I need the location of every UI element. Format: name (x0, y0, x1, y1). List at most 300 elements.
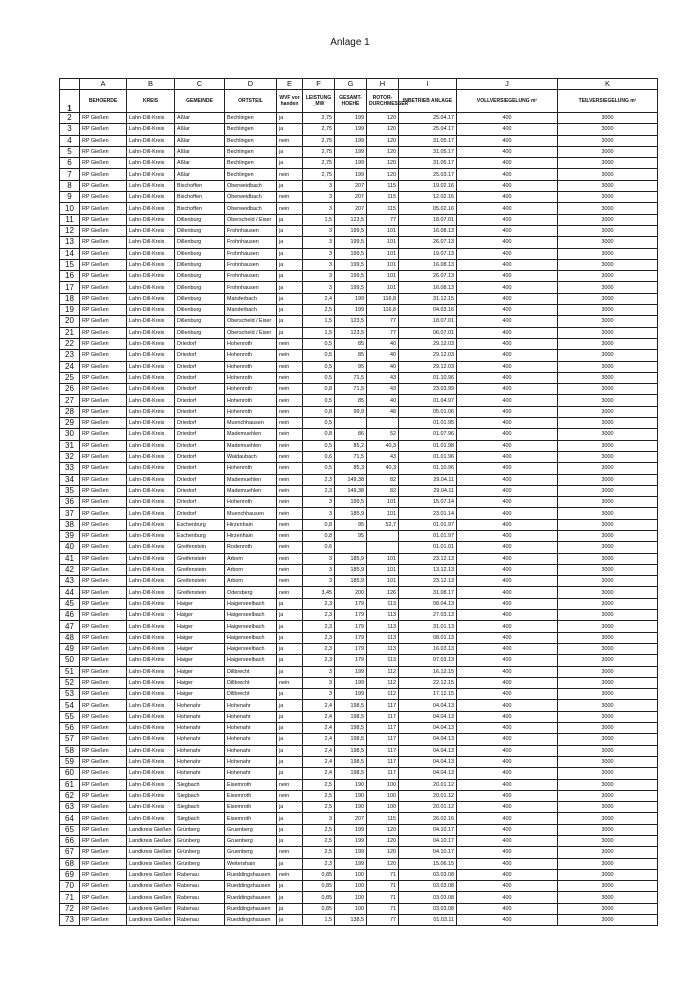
row-number: 73 (60, 915, 80, 926)
column-letter: E (277, 79, 303, 90)
table-cell: 101 (367, 564, 399, 575)
table-cell: 2,4 (303, 293, 335, 304)
table-cell: ja (277, 824, 303, 835)
table-cell: 185,9 (335, 508, 367, 519)
table-cell: 01.04.97 (399, 395, 457, 406)
table-cell: 400 (457, 723, 558, 734)
table-cell: Lahn-Dill-Kreis (127, 779, 175, 790)
table-cell: nein (277, 576, 303, 587)
table-cell: nein (277, 485, 303, 496)
table-cell: Lahn-Dill-Kreis (127, 451, 175, 462)
row-number: 23 (60, 350, 80, 361)
table-cell: 3000 (558, 610, 658, 621)
table-cell: Driedorf (175, 395, 225, 406)
table-cell: 0,5 (303, 372, 335, 383)
table-cell: Lahn-Dill-Kreis (127, 158, 175, 169)
table-cell: RP Gießen (80, 361, 127, 372)
row-number: 21 (60, 327, 80, 338)
table-cell: 100 (367, 779, 399, 790)
table-cell: Dillenburg (175, 225, 225, 236)
table-cell: Greifenstein (175, 587, 225, 598)
table-cell: 3 (303, 576, 335, 587)
table-cell: 113 (367, 598, 399, 609)
table-cell: Lahn-Dill-Kreis (127, 802, 175, 813)
table-cell: RP Gießen (80, 451, 127, 462)
table-cell: 400 (457, 576, 558, 587)
table-row (60, 418, 658, 429)
table-cell: 29.12.03 (399, 338, 457, 349)
table-cell: 3 (303, 248, 335, 259)
table-cell: 71,5 (335, 372, 367, 383)
table-cell: 3000 (558, 180, 658, 191)
table-cell: RP Gießen (80, 734, 127, 745)
table-cell: 3000 (558, 756, 658, 767)
table-cell (335, 418, 367, 429)
table-cell: 3000 (558, 497, 658, 508)
row-number: 65 (60, 824, 80, 835)
table-cell: RP Gießen (80, 372, 127, 383)
table-cell: 3000 (558, 271, 658, 282)
table-cell: RP Gießen (80, 756, 127, 767)
table-cell: ja (277, 903, 303, 914)
table-row (60, 621, 658, 632)
table-row (60, 316, 658, 327)
table-cell: ja (277, 327, 303, 338)
table-row (60, 225, 658, 236)
row-number: 13 (60, 237, 80, 248)
table-row (60, 824, 658, 835)
table-cell: 3000 (558, 903, 658, 914)
table-cell: 85,2 (335, 440, 367, 451)
table-cell: 117 (367, 745, 399, 756)
table-row (60, 587, 658, 598)
table-cell: 185,9 (335, 553, 367, 564)
table-cell: 199 (335, 158, 367, 169)
table-cell: Haigerseelbach (225, 655, 277, 666)
table-cell: Arborn (225, 576, 277, 587)
table-cell: Eschenburg (175, 519, 225, 530)
table-cell: 199 (335, 824, 367, 835)
table-cell: Grünberg (175, 858, 225, 869)
table-cell: RP Gießen (80, 485, 127, 496)
table-cell: 01.03.11 (399, 915, 457, 926)
table-cell: 100 (367, 802, 399, 813)
table-cell: Landkreis Gießen (127, 881, 175, 892)
table-cell: Eisemroth (225, 813, 277, 824)
table-cell: 85 (335, 350, 367, 361)
row-number: 63 (60, 802, 80, 813)
table-cell: 3000 (558, 158, 658, 169)
table-cell: Haiger (175, 598, 225, 609)
table-cell: RP Gießen (80, 779, 127, 790)
row-number: 20 (60, 316, 80, 327)
table-cell: 3 (303, 553, 335, 564)
column-letter-row (60, 79, 658, 90)
row-number: 44 (60, 587, 80, 598)
row-number: 60 (60, 768, 80, 779)
table-cell: 120 (367, 124, 399, 135)
table-cell: ja (277, 813, 303, 824)
table-cell: Grünberg (175, 847, 225, 858)
table-cell: 3000 (558, 869, 658, 880)
table-cell: 16.08.13 (399, 225, 457, 236)
table-cell: 19.07.13 (399, 248, 457, 259)
table-cell: 2,5 (303, 790, 335, 801)
table-cell: Rabenau (175, 915, 225, 926)
table-cell: 198,5 (335, 734, 367, 745)
table-row (60, 869, 658, 880)
column-letter: B (127, 79, 175, 90)
table-cell: 3000 (558, 508, 658, 519)
row-number: 57 (60, 734, 80, 745)
table-cell: Hohenroth (225, 497, 277, 508)
table-cell: 04.04.13 (399, 734, 457, 745)
table-cell: nein (277, 677, 303, 688)
row-number: 52 (60, 677, 80, 688)
table-cell: 3000 (558, 564, 658, 575)
table-cell: Hohenroth (225, 395, 277, 406)
table-cell: 120 (367, 824, 399, 835)
table-cell: Haiger (175, 621, 225, 632)
table-cell: 3000 (558, 802, 658, 813)
row-number: 22 (60, 338, 80, 349)
table-cell: 120 (367, 113, 399, 124)
row-number: 58 (60, 745, 80, 756)
table-row (60, 293, 658, 304)
table-cell: Haiger (175, 632, 225, 643)
table-cell: Driedorf (175, 350, 225, 361)
table-cell: 207 (335, 813, 367, 824)
table-cell: RP Gießen (80, 824, 127, 835)
table-cell: 16.08.13 (399, 259, 457, 270)
table-cell: Arborn (225, 553, 277, 564)
table-cell: 199 (335, 836, 367, 847)
table-cell: 116,8 (367, 305, 399, 316)
table-cell: 2,3 (303, 621, 335, 632)
table-cell: 198,5 (335, 700, 367, 711)
table-cell: Landkreis Gießen (127, 847, 175, 858)
table-cell: 3000 (558, 576, 658, 587)
table-cell: Driedorf (175, 429, 225, 440)
table-cell: Lahn-Dill-Kreis (127, 429, 175, 440)
table-cell: 199 (335, 689, 367, 700)
table-cell: Hohenahr (175, 768, 225, 779)
table-cell: Weitershain (225, 858, 277, 869)
table-row (60, 135, 658, 146)
table-cell: 199 (335, 677, 367, 688)
table-cell: 179 (335, 610, 367, 621)
table-cell: Hohenroth (225, 350, 277, 361)
table-cell: 23.12.13 (399, 576, 457, 587)
row-number: 26 (60, 384, 80, 395)
table-cell: Bischoffen (175, 203, 225, 214)
table-cell: Driedorf (175, 406, 225, 417)
table-cell: Bechlingen (225, 135, 277, 146)
table-cell: 0,8 (303, 429, 335, 440)
table-cell: 400 (457, 508, 558, 519)
table-cell: 199,5 (335, 248, 367, 259)
table-cell: Mademuehlen (225, 440, 277, 451)
table-cell: 3 (303, 225, 335, 236)
table-cell: RP Gießen (80, 836, 127, 847)
table-cell: Lahn-Dill-Kreis (127, 621, 175, 632)
table-cell: Lahn-Dill-Kreis (127, 225, 175, 236)
table-cell: 400 (457, 203, 558, 214)
table-cell: 400 (457, 621, 558, 632)
table-cell: 20.01.12 (399, 802, 457, 813)
table-cell: 25.03.17 (399, 169, 457, 180)
table-cell: Lahn-Dill-Kreis (127, 666, 175, 677)
table-cell: 43 (367, 372, 399, 383)
table-cell: 0,8 (303, 519, 335, 530)
table-cell: Mademuehlen (225, 429, 277, 440)
table-row (60, 282, 658, 293)
table-cell: 185,9 (335, 564, 367, 575)
table-cell: 01.01.95 (399, 418, 457, 429)
table-cell: ja (277, 158, 303, 169)
table-cell: Lahn-Dill-Kreis (127, 248, 175, 259)
table-cell: Lahn-Dill-Kreis (127, 406, 175, 417)
table-cell: 15.07.14 (399, 497, 457, 508)
column-letter: J (457, 79, 558, 90)
table-cell: 0,85 (303, 881, 335, 892)
table-cell: 179 (335, 643, 367, 654)
table-cell: nein (277, 338, 303, 349)
row-number: 40 (60, 542, 80, 553)
table-cell: 117 (367, 768, 399, 779)
table-cell: RP Gießen (80, 474, 127, 485)
table-cell: 43 (367, 384, 399, 395)
table-cell: 43 (367, 451, 399, 462)
row-number: 35 (60, 485, 80, 496)
table-cell: 400 (457, 869, 558, 880)
table-cell: Rueddingshausen (225, 903, 277, 914)
table-cell: Lahn-Dill-Kreis (127, 734, 175, 745)
table-cell: 400 (457, 892, 558, 903)
table-cell: Lahn-Dill-Kreis (127, 485, 175, 496)
table-cell: 3000 (558, 395, 658, 406)
table-cell: RP Gießen (80, 903, 127, 914)
table-cell: RP Gießen (80, 655, 127, 666)
table-cell: Lahn-Dill-Kreis (127, 124, 175, 135)
table-cell: 400 (457, 564, 558, 575)
table-cell: 179 (335, 632, 367, 643)
table-cell: 40,3 (367, 463, 399, 474)
table-cell: 71,5 (335, 451, 367, 462)
table-cell: Haigerseelbach (225, 610, 277, 621)
table-cell: 198,5 (335, 745, 367, 756)
table-cell: 77 (367, 214, 399, 225)
table-cell: 400 (457, 915, 558, 926)
table-cell: Frohnhausen (225, 259, 277, 270)
table-row (60, 677, 658, 688)
table-cell: RP Gießen (80, 113, 127, 124)
table-cell: 3000 (558, 203, 658, 214)
table-cell: 2,5 (303, 305, 335, 316)
table-cell: 40 (367, 338, 399, 349)
table-cell: 199 (335, 305, 367, 316)
table-cell: 77 (367, 316, 399, 327)
table-cell: 198,5 (335, 768, 367, 779)
table-cell: RP Gießen (80, 598, 127, 609)
table-cell: RP Gießen (80, 305, 127, 316)
table-cell: RP Gießen (80, 327, 127, 338)
table-cell: Driedorf (175, 372, 225, 383)
table-row (60, 338, 658, 349)
table-cell: 123,5 (335, 327, 367, 338)
table-row (60, 858, 658, 869)
table-cell: Eisemroth (225, 802, 277, 813)
table-cell: RP Gießen (80, 700, 127, 711)
table-row (60, 180, 658, 191)
table-cell: Lahn-Dill-Kreis (127, 790, 175, 801)
table-cell: 3000 (558, 847, 658, 858)
table-cell: Lahn-Dill-Kreis (127, 655, 175, 666)
table-cell: 2,3 (303, 598, 335, 609)
table-cell: 3 (303, 237, 335, 248)
table-row (60, 113, 658, 124)
table-row (60, 372, 658, 383)
table-cell: 117 (367, 734, 399, 745)
row-number: 51 (60, 666, 80, 677)
table-cell: Aßlar (175, 113, 225, 124)
table-row (60, 915, 658, 926)
table-cell: ja (277, 689, 303, 700)
table-cell: 149,38 (335, 485, 367, 496)
table-cell: 3 (303, 564, 335, 575)
table-cell: Manderbach (225, 305, 277, 316)
table-cell: RP Gießen (80, 406, 127, 417)
row-number: 24 (60, 361, 80, 372)
table-row (60, 723, 658, 734)
column-letter: G (335, 79, 367, 90)
table-cell: Lahn-Dill-Kreis (127, 723, 175, 734)
table-cell: 2,5 (303, 802, 335, 813)
table-row (60, 768, 658, 779)
table-cell: 400 (457, 113, 558, 124)
table-cell: Lahn-Dill-Kreis (127, 146, 175, 157)
table-cell: 2,5 (303, 824, 335, 835)
table-cell: Hohenroth (225, 361, 277, 372)
table-cell: RP Gießen (80, 519, 127, 530)
table-cell: 2,75 (303, 124, 335, 135)
table-cell: 3000 (558, 474, 658, 485)
table-cell: 400 (457, 756, 558, 767)
table-cell: Dillenburg (175, 259, 225, 270)
row-number: 12 (60, 225, 80, 236)
table-cell: 400 (457, 689, 558, 700)
table-cell: 3000 (558, 124, 658, 135)
table-cell: 120 (367, 135, 399, 146)
table-cell: 3000 (558, 135, 658, 146)
table-cell: Oberweidbach (225, 180, 277, 191)
table-cell: RP Gießen (80, 293, 127, 304)
table-cell: Lahn-Dill-Kreis (127, 553, 175, 564)
row-number: 6 (60, 158, 80, 169)
table-cell: 03.03.08 (399, 869, 457, 880)
table-cell: 400 (457, 124, 558, 135)
table-cell: Oberscheld / Eiser (225, 327, 277, 338)
table-cell: RP Gießen (80, 158, 127, 169)
table-cell: RP Gießen (80, 542, 127, 553)
table-cell: RP Gießen (80, 689, 127, 700)
table-cell: Hohenahr (225, 723, 277, 734)
table-row (60, 655, 658, 666)
table-cell: RP Gießen (80, 666, 127, 677)
table-cell: 0,85 (303, 892, 335, 903)
row-number: 10 (60, 203, 80, 214)
table-cell: Greifenstein (175, 553, 225, 564)
table-cell: 29.04.11 (399, 485, 457, 496)
table-cell: 400 (457, 881, 558, 892)
table-cell: 95 (335, 519, 367, 530)
table-cell: 01.10.96 (399, 372, 457, 383)
table-cell: Driedorf (175, 384, 225, 395)
table-cell: 01.01.96 (399, 451, 457, 462)
table-cell: 101 (367, 248, 399, 259)
table-cell: 3 (303, 508, 335, 519)
table-cell: 149,38 (335, 474, 367, 485)
table-cell: Lahn-Dill-Kreis (127, 372, 175, 383)
table-cell: ja (277, 293, 303, 304)
table-cell: RP Gießen (80, 553, 127, 564)
table-cell: 400 (457, 734, 558, 745)
table-cell: Rodenroth (225, 542, 277, 553)
table-cell: Bechlingen (225, 169, 277, 180)
table-cell: 0,5 (303, 361, 335, 372)
table-cell: 400 (457, 598, 558, 609)
row-number: 71 (60, 892, 80, 903)
table-row (60, 169, 658, 180)
table-cell: Lahn-Dill-Kreis (127, 113, 175, 124)
table-cell: 3000 (558, 451, 658, 462)
table-row (60, 192, 658, 203)
table-cell: Lahn-Dill-Kreis (127, 700, 175, 711)
table-cell: 400 (457, 858, 558, 869)
table-cell: RP Gießen (80, 576, 127, 587)
table-cell: 1,5 (303, 915, 335, 926)
table-cell: 3000 (558, 169, 658, 180)
table-row (60, 395, 658, 406)
table-cell: 199 (335, 169, 367, 180)
table-cell: 08.04.13 (399, 598, 457, 609)
column-header: TEILVERSIEGELUNG m² (558, 90, 658, 113)
table-cell: 26.07.13 (399, 237, 457, 248)
table-cell: Landkreis Gießen (127, 869, 175, 880)
table-cell: Hohenroth (225, 463, 277, 474)
table-cell: nein (277, 497, 303, 508)
table-cell: Dillbrecht (225, 677, 277, 688)
table-row (60, 700, 658, 711)
row-number: 7 (60, 169, 80, 180)
table-cell: ja (277, 756, 303, 767)
column-header: BEHOERDE (80, 90, 127, 113)
table-cell: 3000 (558, 711, 658, 722)
table-cell: 0,5 (303, 440, 335, 451)
table-cell: 400 (457, 474, 558, 485)
table-cell: 400 (457, 158, 558, 169)
table-cell: 400 (457, 316, 558, 327)
table-cell: Mademuehlen (225, 485, 277, 496)
row-number: 54 (60, 700, 80, 711)
row-number: 66 (60, 836, 80, 847)
table-cell: nein (277, 203, 303, 214)
table-cell: 01.10.96 (399, 463, 457, 474)
row-number: 34 (60, 474, 80, 485)
table-cell: 115 (367, 813, 399, 824)
table-cell: 400 (457, 813, 558, 824)
table-cell: Hohenahr (225, 768, 277, 779)
